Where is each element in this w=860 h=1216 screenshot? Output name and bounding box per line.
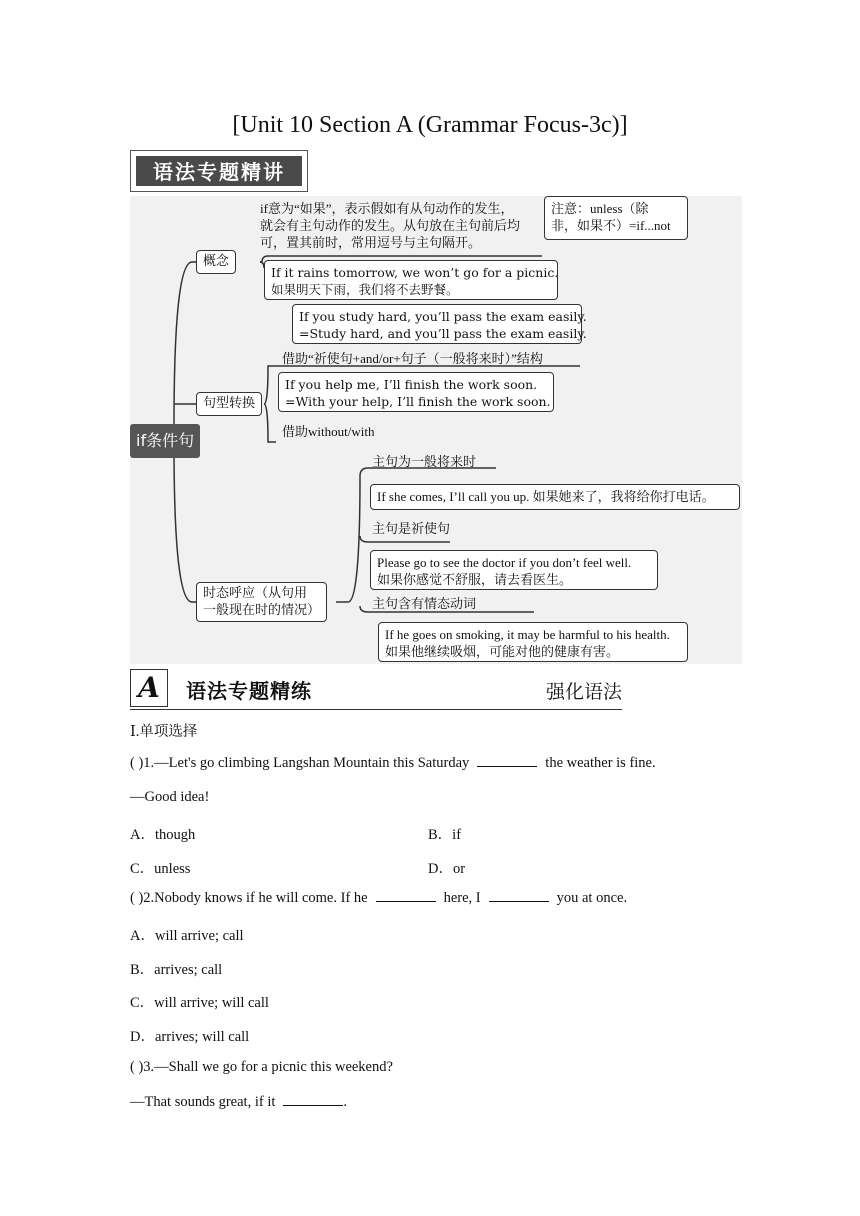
mind-map [130, 196, 742, 664]
section-letter: A [130, 669, 168, 707]
concept-note-line-2: 非，如果不）=if...not [551, 218, 671, 233]
question-3-end: . [343, 1094, 348, 1110]
transform-example-2-box [278, 372, 554, 412]
concept-note-box [544, 196, 688, 240]
answer-blank [283, 1104, 343, 1106]
question-2 [130, 890, 627, 907]
transform-example-2-line-1: If you help me, I’ll finish the work soon. [285, 377, 538, 392]
question-1-reply: —Good idea! [130, 789, 210, 805]
concept-desc-3: 可，置其前时，常用逗号与主句隔开。 [260, 235, 482, 250]
tense-case-2-example-zh: 如果你感觉不舒服，请去看医生。 [377, 572, 573, 587]
tense-case-3: 主句含有情态动词 [372, 596, 477, 611]
section-header-practice [130, 669, 622, 710]
option-b: B．arrives; call [130, 962, 223, 978]
transform-example-1-box [292, 304, 587, 344]
question-2-tail: you at once. [556, 890, 628, 906]
section-header-lecture-label: 语法专题精讲 [134, 154, 304, 188]
option-b: B．if [428, 827, 462, 843]
question-2-mid: here, I [443, 890, 481, 906]
option-d: D．arrives; will call [130, 1029, 250, 1045]
concept-example-zh: 如果明天下雨，我们将不去野餐。 [271, 282, 459, 297]
question-3-reply [130, 1094, 347, 1111]
tense-case-2-example-box [370, 550, 658, 590]
answer-blank [376, 900, 436, 902]
tense-node-line-2: 一般现在时的情况） [203, 603, 321, 618]
option-d: D．or [428, 861, 466, 877]
transform-example-1-line-1: If you study hard, you’ll pass the exam easily. [299, 309, 587, 324]
part-heading: Ⅰ.单项选择 [130, 724, 198, 740]
option-c: C．will arrive; will call [130, 995, 269, 1011]
question-1 [130, 755, 656, 772]
option-c: C．unless [130, 861, 191, 877]
section-practice-title: 语法专题精练 [186, 679, 312, 703]
tense-case-1-example: If she comes, I’ll call you up. 如果她来了，我将给你打电话。 [377, 489, 715, 504]
tense-case-3-example-box [378, 622, 688, 662]
transform-method-1: 借助“祈使句+and/or+句子（一般将来时）”结构 [282, 351, 543, 366]
page-title: [Unit 10 Section A (Grammar Focus-3c)] [232, 112, 628, 138]
concept-note-line-1: 注意：unless（除 [551, 201, 649, 216]
question-1-tail: the weather is fine. [545, 755, 656, 771]
section-practice-subtitle: 强化语法 [545, 681, 622, 703]
answer-blank [477, 765, 537, 767]
tense-node-line-1: 时态呼应（从句用 [203, 586, 308, 601]
tense-case-3-example-en: If he goes on smoking, it may be harmful to his health. [385, 627, 670, 642]
tense-case-3-example-zh: 如果他继续吸烟，可能对他的健康有害。 [385, 644, 620, 659]
tense-node [196, 582, 327, 622]
concept-node: 概念 [196, 250, 236, 274]
concept-example-box [264, 260, 558, 300]
concept-desc-1: if意为“如果”，表示假如有从句动作的发生， [260, 201, 514, 216]
transform-example-2-line-2: =With your help, I’ll finish the work soon. [285, 394, 551, 409]
transform-method-2: 借助without/with [282, 424, 375, 439]
concept-desc-2: 就会有主句动作的发生。从句放在主句前后均 [260, 218, 521, 233]
transform-example-1-line-2: =Study hard, and you’ll pass the exam easily. [299, 326, 587, 341]
tense-case-2-example-en: Please go to see the doctor if you don’t feel well. [377, 555, 632, 570]
question-3-text: ( )3.—Shall we go for a picnic this weekend? [130, 1059, 393, 1075]
mind-map-root: if条件句 [130, 424, 200, 458]
section-header-lecture [130, 150, 308, 192]
tense-case-1-example-box [370, 484, 740, 510]
transform-node: 句型转换 [196, 392, 262, 416]
tense-case-1: 主句为一般将来时 [372, 454, 477, 469]
question-3-reply-text: —That sounds great, if it [130, 1094, 276, 1110]
question-1-text: ( )1.—Let's go climbing Langshan Mountain this Saturday [130, 755, 470, 771]
question-2-text: ( )2.Nobody knows if he will come. If he [130, 890, 368, 906]
answer-blank [489, 900, 549, 902]
concept-example-en: If it rains tomorrow, we won’t go for a picnic. [271, 265, 559, 280]
option-a: A．though [130, 827, 196, 843]
tense-case-2: 主句是祈使句 [372, 521, 451, 536]
option-a: A．will arrive; call [130, 928, 244, 944]
